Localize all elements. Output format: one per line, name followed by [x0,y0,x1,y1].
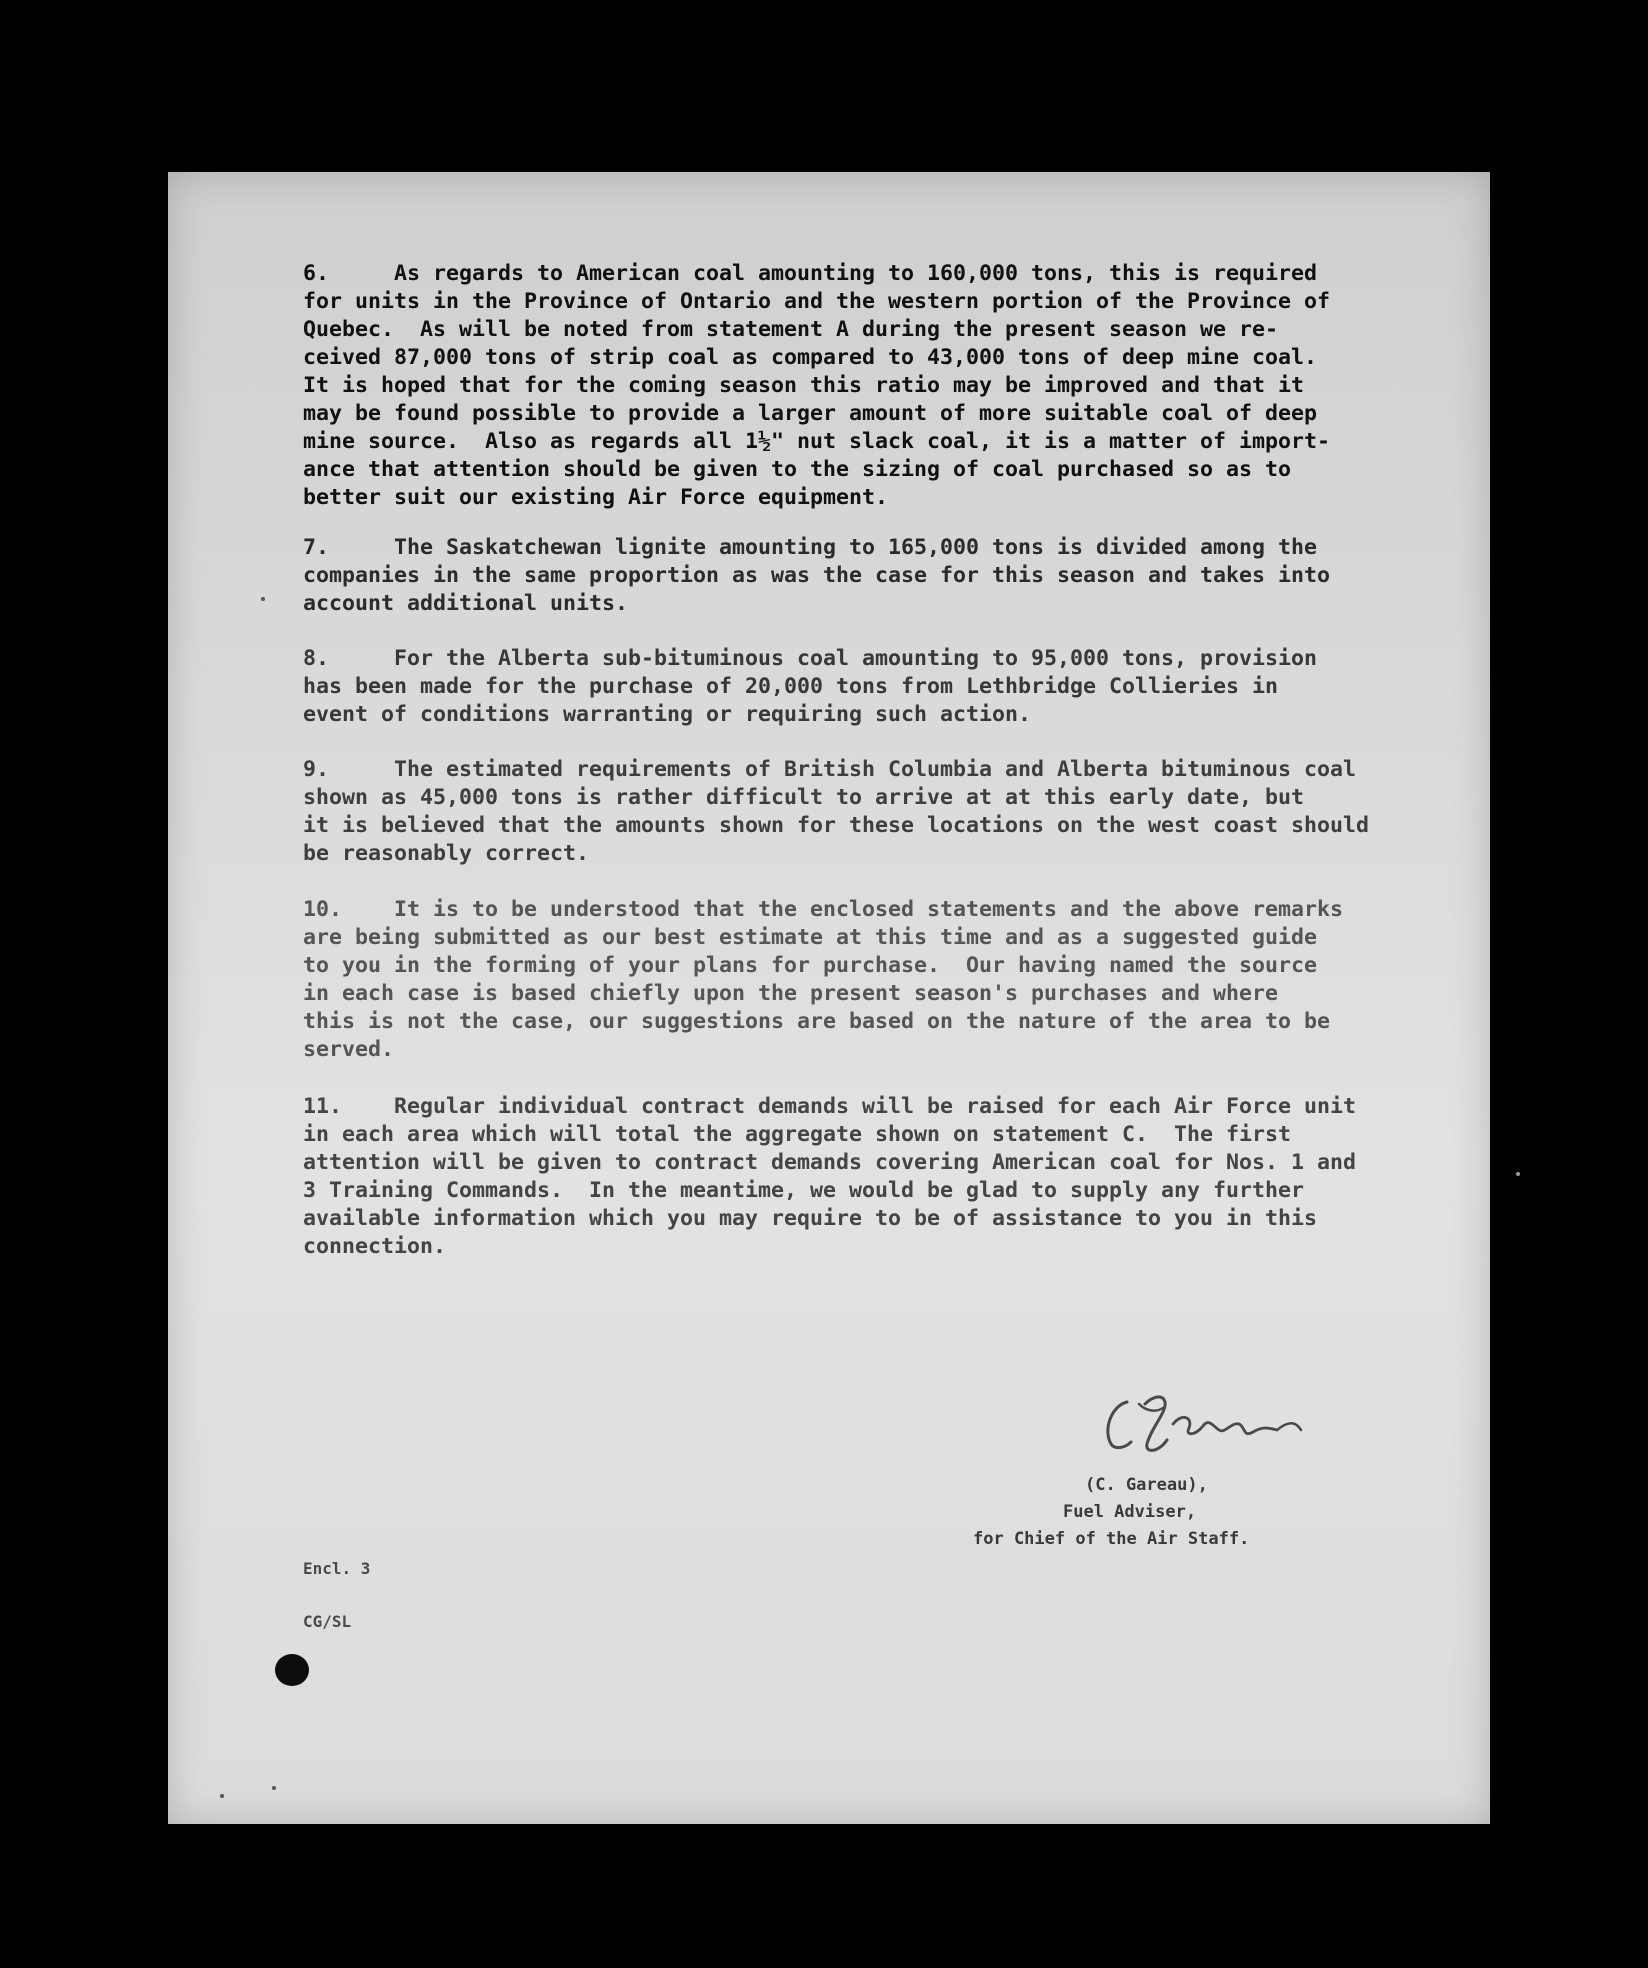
paragraph-6: 6. As regards to American coal amounting to 160,000 tons, this is required for units in the Province of Ontario and the western portion of the Province of Quebec. As will be noted from statement A during the present season we re- ceived 87,000 tons of strip coal as compared to 43,000 tons of deep mine coal. It is hoped that for the coming season this ratio may be improved and that it may be found possible to provide a larger amount of more suitable coal of deep mine source. Also as regards all 1½" nut slack coal, it is a matter of import- ance that attention should be given to the sizing of coal purchased so as to better suit our existing Air Force equipment. [303,261,1331,510]
paragraph-7: 7. The Saskatchewan lignite amounting to 165,000 tons is divided among the companies in the same proportion as was the case for this season and takes into account additional units. [303,535,1331,616]
paper-speck [261,597,265,601]
paragraph-8: 8. For the Alberta sub-bituminous coal amounting to 95,000 tons, provision has been made for the purchase of 20,000 tons from Lethbridge Collieries in event of conditions warranting or requiring such action. [303,646,1318,727]
paragraph-9: 9. The estimated requirements of British Columbia and Alberta bituminous coal shown as 45,000 tons is rather difficult to arrive at at this early date, but it is believed that the amounts shown for these locations on the west coast should be reasonably correct. [303,757,1370,866]
scan-speck [1516,1172,1520,1176]
signatory-on-behalf-of: for Chief of the Air Staff. [973,1529,1250,1549]
handwritten-signature [1093,1382,1323,1462]
reference-initials: CG/SL [303,1612,352,1631]
signature-block [973,1472,1373,1553]
paper-speck [220,1794,224,1798]
paper-speck [272,1786,276,1790]
punch-hole [275,1654,309,1686]
document-page [168,172,1490,1824]
paragraph-10: 10. It is to be understood that the enclosed statements and the above remarks are being submitted as our best estimate at this time and as a suggested guide to you in the forming of your plans for purchase. Our having named the source in each case is based chiefly upon the present season's purchases and where this is not the case, our suggestions are based on the nature of the area to be served. [303,897,1344,1062]
enclosure-note: Encl. 3 [303,1559,371,1578]
signatory-title: Fuel Adviser, [1063,1502,1197,1522]
signatory-name: (C. Gareau), [1085,1475,1208,1495]
paragraph-11: 11. Regular individual contract demands will be raised for each Air Force unit in each area which will total the aggregate shown on statement C. The first attention will be given to contract demands covering American coal for Nos. 1 and 3 Training Commands. In the meantime, we would be glad to supply any further available information which you may require to be of assistance to you in this connection. [303,1094,1357,1259]
